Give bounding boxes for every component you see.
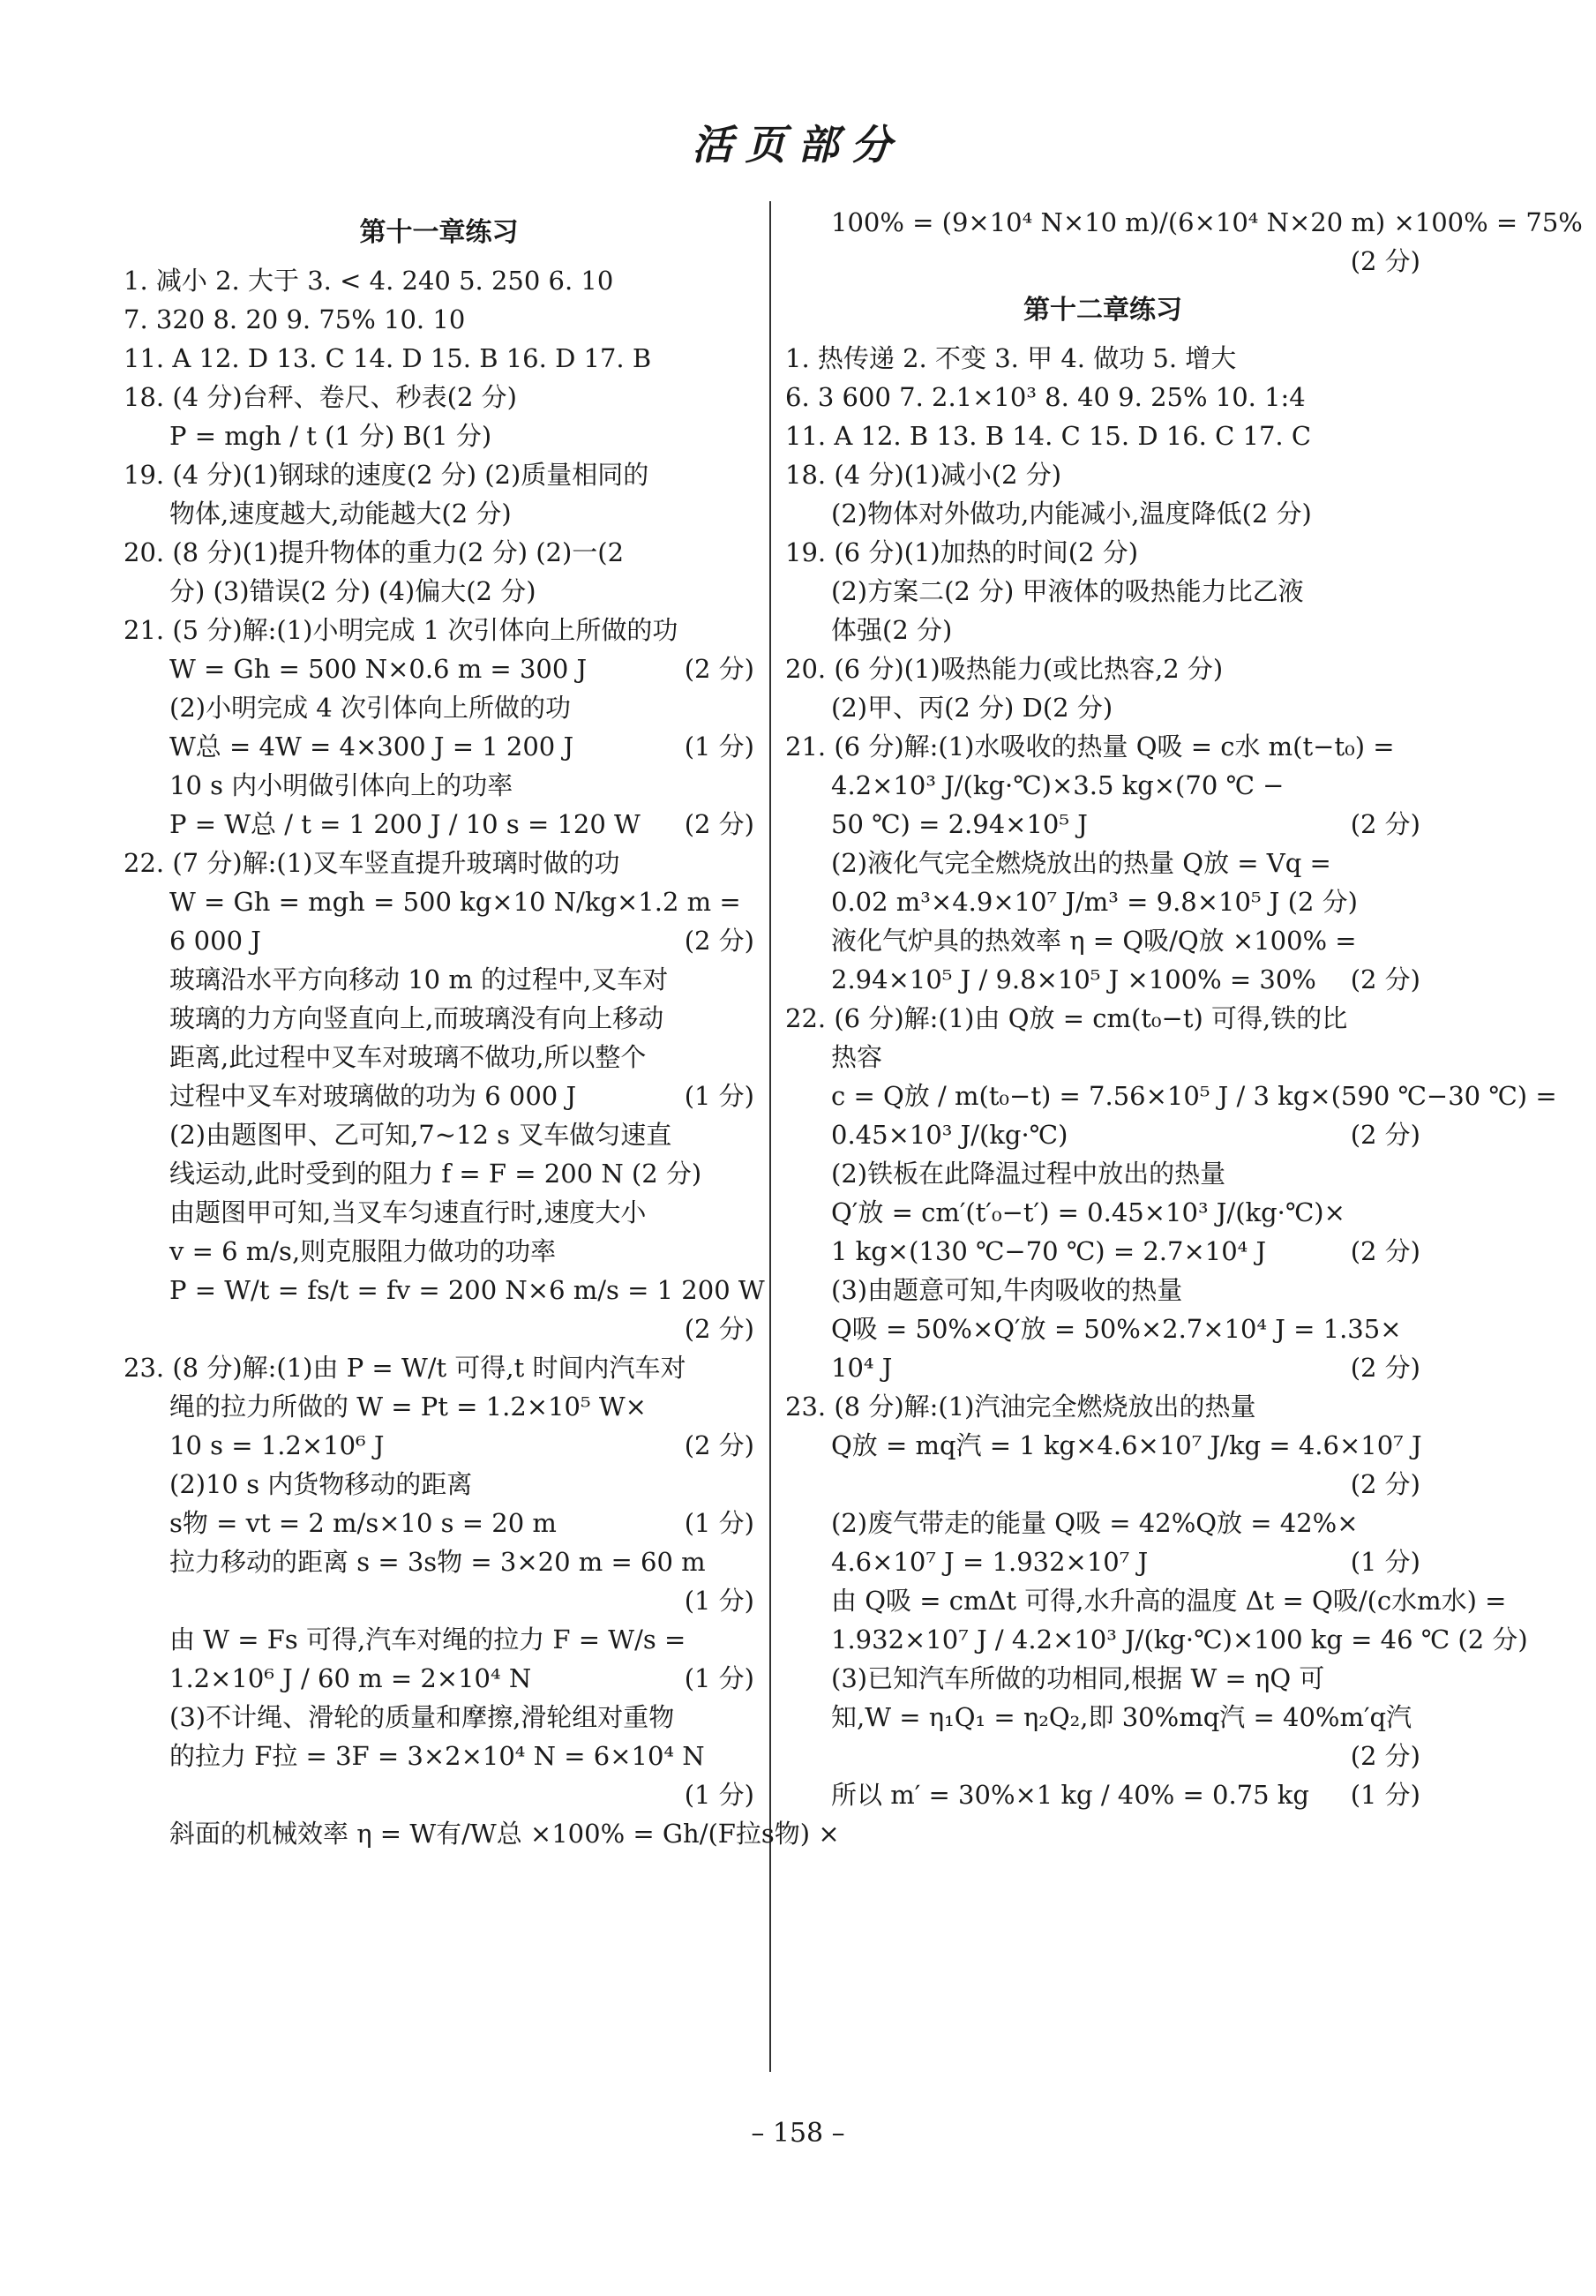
answer-text: 6. 3 600 7. 2.1×10³ 8. 40 9. 25% 10. 1:4	[785, 382, 1306, 412]
left-line	[124, 1620, 754, 1659]
answer-text: 23. (8 分)解:(1)汽油完全燃烧放出的热量	[785, 1392, 1256, 1422]
left-line	[124, 1465, 754, 1504]
left-line	[124, 572, 754, 611]
left-line	[124, 1737, 754, 1775]
answer-text: (3)已知汽车所做的功相同,根据 W = ηQ 可	[831, 1663, 1325, 1693]
answer-text: 10 s = 1.2×10⁶ J	[169, 1430, 385, 1460]
left-line	[124, 533, 754, 572]
right-line	[785, 1348, 1420, 1387]
right-line	[785, 533, 1420, 572]
left-line	[124, 1348, 754, 1387]
right-column	[785, 203, 1583, 1814]
right-line	[785, 1232, 1420, 1271]
right-line	[785, 999, 1420, 1038]
left-line	[124, 1387, 754, 1426]
right-line	[785, 844, 1420, 882]
answer-text: (2)10 s 内货物移动的距离	[169, 1469, 473, 1499]
answer-text: 0.45×10³ J/(kg·℃)	[831, 1120, 1068, 1150]
page-title: 活页部分	[692, 121, 904, 169]
answer-text: 0.02 m³×4.9×10⁷ J/m³ = 9.8×10⁵ J (2 分)	[831, 887, 1358, 917]
left-line	[124, 378, 754, 416]
answer-text: 2.94×10⁵ J / 9.8×10⁵ J ×100% = 30%	[831, 964, 1316, 994]
answer-text: v = 6 m/s,则克服阻力做功的功率	[169, 1236, 557, 1266]
answer-text: W总 = 4W = 4×300 J = 1 200 J	[169, 732, 574, 762]
left-line	[124, 1115, 754, 1154]
answer-text: 6 000 J	[169, 926, 261, 956]
right-line	[785, 455, 1420, 494]
answer-text: 液化气炉具的热效率 η = Q吸/Q放 ×100% =	[831, 926, 1357, 956]
answer-text: 的拉力 F拉 = 3F = 3×2×10⁴ N = 6×10⁴ N	[169, 1741, 705, 1771]
score-note: (1 分)	[684, 1081, 754, 1111]
answer-text: c = Q放 / m(t₀−t) = 7.56×10⁵ J / 3 kg×(590 ℃−30 ℃) =	[831, 1081, 1557, 1111]
right-line	[785, 1154, 1420, 1193]
answer-text: 23. (8 分)解:(1)由 P = W/t 可得,t 时间内汽车对	[124, 1353, 686, 1383]
answer-text: Q′放 = cm′(t′₀−t′) = 0.45×10³ J/(kg·℃)×	[831, 1197, 1345, 1227]
right-line	[785, 494, 1420, 533]
score-note: (1 分)	[684, 1508, 754, 1538]
right-line	[785, 960, 1420, 999]
left-line	[124, 649, 754, 688]
left-line	[124, 1271, 765, 1309]
score-note: (2 分)	[684, 809, 754, 839]
answer-text: 7. 320 8. 20 9. 75% 10. 10	[124, 304, 466, 334]
right-line	[785, 1775, 1420, 1814]
left-line	[124, 960, 754, 999]
answer-text: 玻璃沿水平方向移动 10 m 的过程中,叉车对	[169, 964, 669, 994]
answer-text: 10⁴ J	[831, 1353, 893, 1383]
score-note: (2 分)	[1350, 1120, 1420, 1150]
left-line	[124, 339, 754, 378]
answer-text: 玻璃的力方向竖直向上,而玻璃没有向上移动	[169, 1003, 664, 1033]
answer-text: 线运动,此时受到的阻力 f = F = 200 N (2 分)	[169, 1159, 702, 1189]
answer-text: (2)物体对外做功,内能减小,温度降低(2 分)	[831, 499, 1312, 529]
right-lines	[785, 339, 1557, 1814]
left-line	[124, 766, 754, 805]
answer-text: (2)方案二(2 分) 甲液体的吸热能力比乙液	[831, 576, 1304, 606]
column-divider	[769, 201, 771, 2072]
left-line	[124, 1659, 754, 1698]
answer-text: 19. (6 分)(1)加热的时间(2 分)	[785, 537, 1139, 567]
left-line	[124, 1154, 754, 1193]
score-note: (2 分)	[1350, 964, 1420, 994]
score-note: (2 分)	[684, 926, 754, 956]
answer-text: 由题图甲可知,当叉车匀速直行时,速度大小	[169, 1197, 647, 1227]
left-line	[124, 1077, 754, 1115]
score-note: (1 分)	[684, 1780, 754, 1810]
answer-text: 18. (4 分)台秤、卷尺、秒表(2 分)	[124, 382, 517, 412]
left-lines	[124, 261, 840, 1853]
right-line	[785, 882, 1420, 921]
answer-text: 体强(2 分)	[831, 615, 953, 645]
score-note: (2 分)	[684, 1314, 754, 1344]
answer-text: 20. (8 分)(1)提升物体的重力(2 分) (2)一(2	[124, 537, 625, 567]
answer-text: 21. (5 分)解:(1)小明完成 1 次引体向上所做的功	[124, 615, 678, 645]
answer-text: P = W/t = fs/t = fv = 200 N×6 m/s = 1 200 W	[169, 1275, 765, 1305]
score-note: (2 分)	[684, 654, 754, 684]
left-line	[124, 300, 754, 339]
answer-text: s物 = vt = 2 m/s×10 s = 20 m	[169, 1508, 557, 1538]
answer-text: 1.932×10⁷ J / 4.2×10³ J/(kg·℃)×100 kg = 46 ℃ (2 分)	[831, 1624, 1528, 1654]
answer-text: 知,W = η₁Q₁ = η₂Q₂,即 30%mq汽 = 40%m′q汽	[831, 1702, 1412, 1732]
left-line	[124, 1504, 754, 1542]
answer-text: 热容	[831, 1042, 883, 1072]
score-note: (2 分)	[1350, 1469, 1420, 1499]
answer-text: 18. (4 分)(1)减小(2 分)	[785, 460, 1062, 490]
score-note: (2 分)	[684, 1430, 754, 1460]
right-line	[785, 339, 1420, 378]
right-line	[785, 1271, 1420, 1309]
right-line	[785, 921, 1420, 960]
score-note: (1 分)	[684, 1586, 754, 1616]
right-line	[785, 1737, 1420, 1775]
answer-text: 22. (7 分)解:(1)叉车竖直提升玻璃时做的功	[124, 848, 620, 878]
answer-text: 物体,速度越大,动能越大(2 分)	[169, 499, 512, 529]
score-note: (2 分)	[1350, 1741, 1420, 1771]
answer-text: (3)由题意可知,牛肉吸收的热量	[831, 1275, 1183, 1305]
score-note: (1 分)	[1350, 1547, 1420, 1577]
answer-text: 4.2×10³ J/(kg·℃)×3.5 kg×(70 ℃ −	[831, 770, 1285, 800]
answer-text: W = Gh = 500 N×0.6 m = 300 J	[169, 654, 588, 684]
answer-text: 20. (6 分)(1)吸热能力(或比热容,2 分)	[785, 654, 1224, 684]
score-note: (1 分)	[684, 1663, 754, 1693]
answer-text: 50 ℃) = 2.94×10⁵ J	[831, 809, 1088, 839]
right-line	[785, 688, 1420, 727]
right-line	[785, 416, 1420, 455]
answer-text: (2)铁板在此降温过程中放出的热量	[831, 1159, 1226, 1189]
left-line	[124, 727, 754, 766]
answer-text: 1. 热传递 2. 不变 3. 甲 4. 做功 5. 增大	[785, 343, 1237, 373]
right-top-line	[785, 203, 1583, 242]
answer-text: 19. (4 分)(1)钢球的速度(2 分) (2)质量相同的	[124, 460, 649, 490]
answer-text: Q放 = mq汽 = 1 kg×4.6×10⁷ J/kg = 4.6×10⁷ J	[831, 1430, 1422, 1460]
right-line	[785, 1465, 1420, 1504]
right-line	[785, 1581, 1507, 1620]
answer-text: 100% = (9×10⁴ N×10 m)/(6×10⁴ N×20 m) ×100% = 75%	[831, 207, 1583, 237]
answer-text: 分) (3)错误(2 分) (4)偏大(2 分)	[169, 576, 536, 606]
right-line	[785, 572, 1420, 611]
right-line	[785, 1504, 1420, 1542]
answer-text: 由 W = Fs 可得,汽车对绳的拉力 F = W/s =	[169, 1624, 686, 1654]
answer-text: 所以 m′ = 30%×1 kg / 40% = 0.75 kg	[831, 1780, 1309, 1810]
left-line	[124, 921, 754, 960]
answer-text: (2)废气带走的能量 Q吸 = 42%Q放 = 42%×	[831, 1508, 1359, 1538]
left-line	[124, 1542, 754, 1581]
answer-text: 距离,此过程中叉车对玻璃不做功,所以整个	[169, 1042, 647, 1072]
answer-text: 拉力移动的距离 s = 3s物 = 3×20 m = 60 m	[169, 1547, 706, 1577]
right-line	[785, 1193, 1420, 1232]
left-line	[124, 1232, 754, 1271]
right-line	[785, 766, 1420, 805]
right-top-line	[785, 242, 1420, 281]
left-line	[124, 1193, 754, 1232]
left-line	[124, 1309, 754, 1348]
score-note: (2 分)	[1350, 1236, 1420, 1266]
page-number: – 158 –	[751, 2118, 845, 2149]
left-line	[124, 611, 754, 649]
left-column	[124, 203, 840, 1853]
left-line	[124, 261, 754, 300]
left-line	[124, 688, 754, 727]
answer-text: 10 s 内小明做引体向上的功率	[169, 770, 513, 800]
answer-text: (2)由题图甲、乙可知,7~12 s 叉车做匀速直	[169, 1120, 672, 1150]
answer-text: 1.2×10⁶ J / 60 m = 2×10⁴ N	[169, 1663, 532, 1693]
answer-text: 4.6×10⁷ J = 1.932×10⁷ J	[831, 1547, 1149, 1577]
answer-text: 21. (6 分)解:(1)水吸收的热量 Q吸 = c水 m(t−t₀) =	[785, 732, 1395, 762]
answer-text: 1. 减小 2. 大于 3. < 4. 240 5. 250 6. 10	[124, 266, 614, 296]
answer-text: 斜面的机械效率 η = W有/W总 ×100% = Gh/(F拉s物) ×	[169, 1819, 840, 1849]
answer-text: Q吸 = 50%×Q′放 = 50%×2.7×10⁴ J = 1.35×	[831, 1314, 1402, 1344]
section-title-ch11: 第十一章练习	[359, 217, 519, 248]
right-line	[785, 378, 1420, 416]
right-line	[785, 1115, 1420, 1154]
left-line	[124, 882, 754, 921]
right-line	[785, 1077, 1557, 1115]
right-line	[785, 1038, 1420, 1077]
answer-text: (2)甲、丙(2 分) D(2 分)	[831, 693, 1113, 723]
right-line	[785, 727, 1420, 766]
answer-text: 1 kg×(130 ℃−70 ℃) = 2.7×10⁴ J	[831, 1236, 1267, 1266]
score-note: (2 分)	[1350, 246, 1420, 276]
answer-text: (2)小明完成 4 次引体向上所做的功	[169, 693, 571, 723]
answer-text: P = mgh / t (1 分) B(1 分)	[169, 421, 492, 451]
right-line	[785, 1659, 1420, 1698]
score-note: (1 分)	[684, 732, 754, 762]
answer-text: 22. (6 分)解:(1)由 Q放 = cm(t₀−t) 可得,铁的比	[785, 1003, 1348, 1033]
left-line	[124, 1426, 754, 1465]
right-line	[785, 1698, 1420, 1737]
right-line	[785, 1620, 1528, 1659]
left-line	[124, 416, 754, 455]
answer-text: 过程中叉车对玻璃做的功为 6 000 J	[169, 1081, 577, 1111]
left-line	[124, 999, 754, 1038]
left-line	[124, 805, 754, 844]
left-line	[124, 1581, 754, 1620]
right-line	[785, 1387, 1420, 1426]
score-note: (2 分)	[1350, 809, 1420, 839]
answer-text: 由 Q吸 = cmΔt 可得,水升高的温度 Δt = Q吸/(c水m水) =	[831, 1586, 1507, 1616]
right-line	[785, 1542, 1420, 1581]
answer-text: 11. A 12. D 13. C 14. D 15. B 16. D 17. B	[124, 343, 652, 373]
left-line	[124, 1775, 754, 1814]
right-line	[785, 649, 1420, 688]
right-line	[785, 611, 1420, 649]
answer-text: 绳的拉力所做的 W = Pt = 1.2×10⁵ W×	[169, 1392, 647, 1422]
answer-text: P = W总 / t = 1 200 J / 10 s = 120 W	[169, 809, 641, 839]
left-line	[124, 844, 754, 882]
left-line	[124, 494, 754, 533]
section-title-ch12: 第十二章练习	[1023, 295, 1182, 326]
answer-text: W = Gh = mgh = 500 kg×10 N/kg×1.2 m =	[169, 887, 741, 917]
left-line	[124, 1698, 754, 1737]
score-note: (1 分)	[1350, 1780, 1420, 1810]
right-line	[785, 805, 1420, 844]
answer-text: 11. A 12. B 13. B 14. C 15. D 16. C 17. C	[785, 421, 1312, 451]
answer-text: (2)液化气完全燃烧放出的热量 Q放 = Vq =	[831, 848, 1331, 878]
score-note: (2 分)	[1350, 1353, 1420, 1383]
left-line	[124, 1814, 840, 1853]
left-line	[124, 455, 754, 494]
right-line	[785, 1426, 1420, 1465]
right-line	[785, 1309, 1420, 1348]
left-line	[124, 1038, 754, 1077]
right-top-lines	[785, 203, 1583, 281]
answer-text: (3)不计绳、滑轮的质量和摩擦,滑轮组对重物	[169, 1702, 675, 1732]
